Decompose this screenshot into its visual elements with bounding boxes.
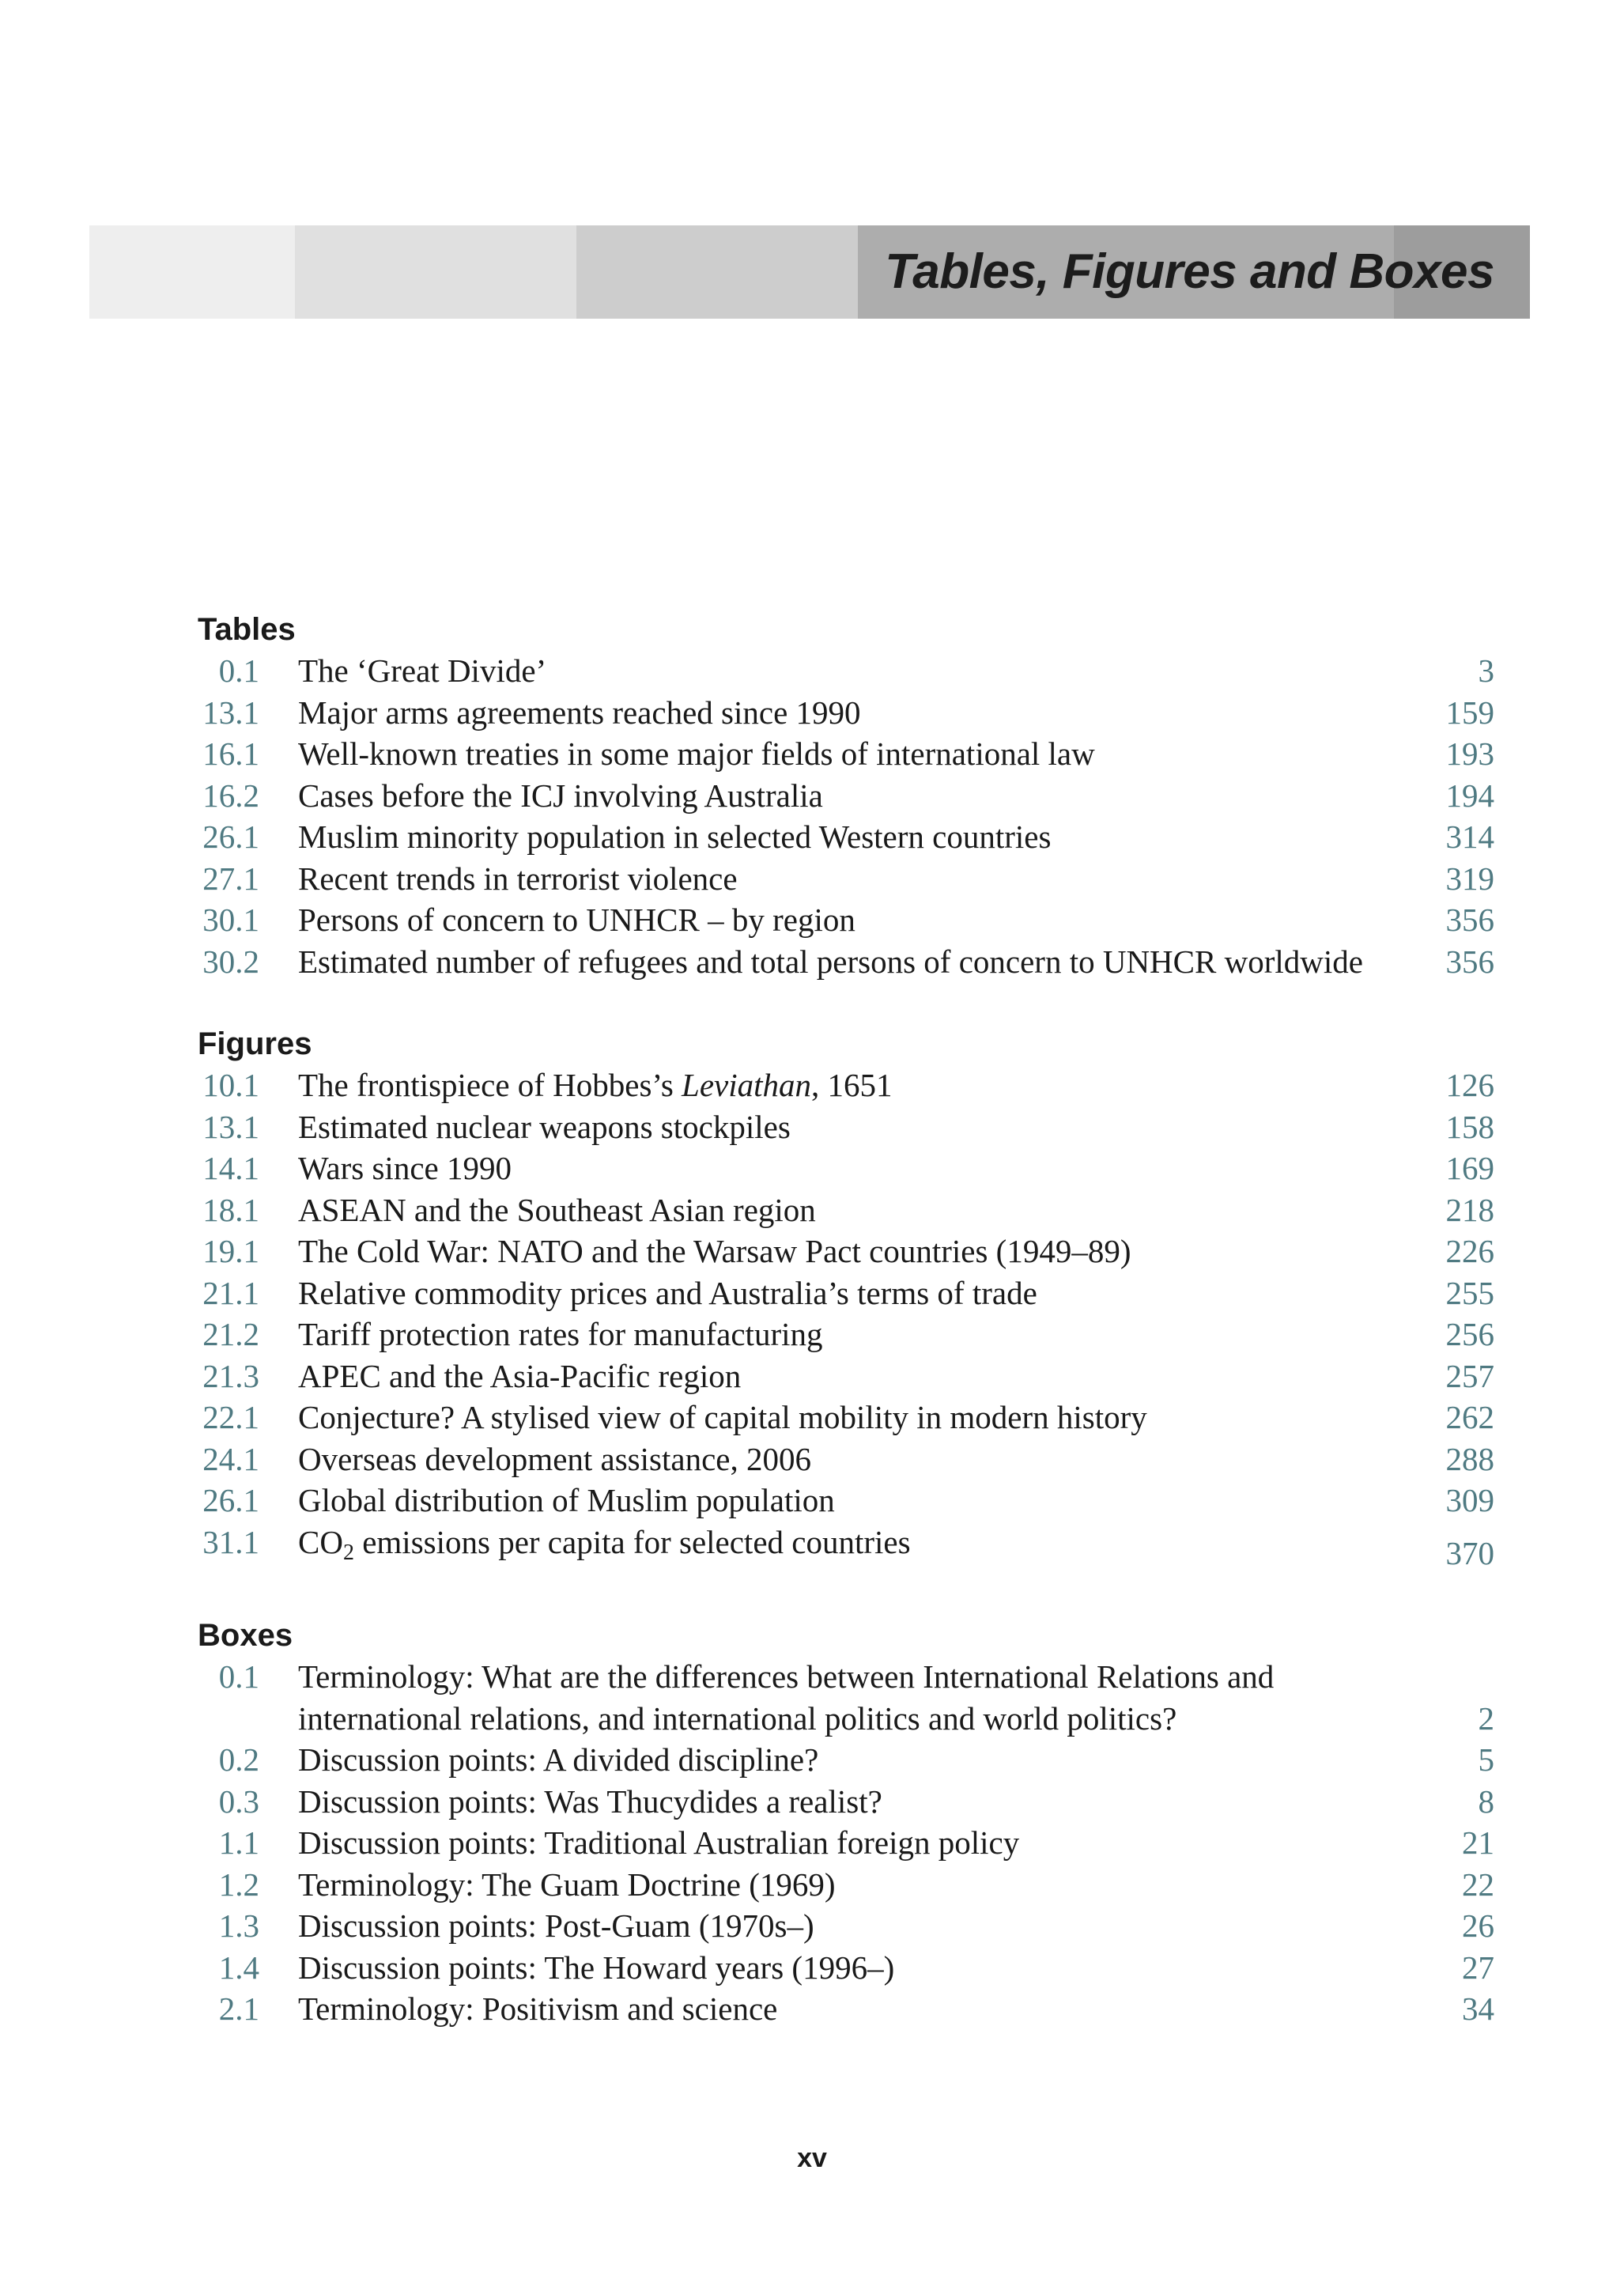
entry-title: Persons of concern to UNHCR – by region: [298, 902, 855, 938]
entry-title: Relative commodity prices and Australia’s terms of trade: [298, 1274, 1037, 1311]
entry-page: 257: [1445, 1357, 1494, 1394]
entry-page: 356: [1445, 902, 1494, 938]
entry-page: 126: [1445, 1067, 1494, 1103]
entry-number: 16.2: [202, 777, 259, 814]
entry-title: Estimated nuclear weapons stockpiles: [298, 1108, 791, 1145]
entry-page: 3: [1478, 652, 1494, 689]
list-item: [198, 1147, 1494, 1189]
entry-page: 34: [1462, 1990, 1494, 2027]
entry-page: 158: [1445, 1108, 1494, 1145]
entry-number: 0.3: [218, 1782, 259, 1820]
entry-title: Tariff protection rates for manufacturing: [298, 1316, 823, 1352]
entry-title-subscript: 2: [342, 1540, 354, 1565]
list-item: [198, 1230, 1494, 1272]
section-heading: Tables: [198, 612, 296, 647]
entry-title: Major arms agreements reached since 1990: [298, 694, 861, 731]
header-banner: [89, 225, 1530, 319]
entry-number: 31.1: [202, 1523, 259, 1560]
entry-page: 256: [1445, 1316, 1494, 1352]
entry-number: 1.4: [218, 1949, 259, 1986]
list-item: [198, 733, 1494, 775]
entry-page: 27: [1462, 1949, 1494, 1986]
section-boxes: [198, 1615, 1494, 2030]
list-item: [198, 1355, 1494, 1397]
entry-title: [298, 1522, 1368, 1574]
entry-page: 309: [1445, 1482, 1494, 1518]
entry-title: ASEAN and the Southeast Asian region: [298, 1191, 816, 1228]
list-item: [198, 1106, 1494, 1148]
contents-list: [198, 609, 1494, 2071]
entry-number: 27.1: [202, 860, 259, 897]
entry-number: 1.1: [218, 1824, 259, 1861]
entry-number: 13.1: [202, 694, 259, 731]
list-item: [198, 1781, 1494, 1823]
entry-title: The ‘Great Divide’: [298, 652, 547, 689]
banner-band: [89, 225, 295, 319]
entry-title: Discussion points: A divided discipline?: [298, 1741, 819, 1778]
entry-number: 22.1: [202, 1399, 259, 1435]
section-figures: [198, 1023, 1494, 1574]
entry-title: Discussion points: Post-Guam (1970s–): [298, 1907, 814, 1944]
entry-page: 5: [1478, 1741, 1494, 1778]
entry-title-text: , 1651: [811, 1067, 893, 1103]
entry-page: 288: [1445, 1440, 1494, 1477]
entry-page: 255: [1445, 1274, 1494, 1311]
entry-page: 194: [1445, 777, 1494, 814]
entry-page: 22: [1462, 1866, 1494, 1903]
entry-title: Discussion points: The Howard years (1996–): [298, 1949, 895, 1986]
entry-number: 16.1: [202, 735, 259, 772]
entry-page: 319: [1445, 860, 1494, 897]
entry-page: 356: [1445, 943, 1494, 980]
entry-title: Terminology: What are the differences between International Relations and international relations, and international politics and world politics?: [298, 1658, 1275, 1737]
list-item: [198, 816, 1494, 858]
section-heading: Boxes: [198, 1618, 293, 1653]
entry-number: 0.1: [218, 652, 259, 689]
list-item: [198, 1480, 1494, 1522]
list-item: [198, 1988, 1494, 2030]
entry-title: Wars since 1990: [298, 1150, 512, 1186]
entry-title-italic: Leviathan: [682, 1067, 812, 1103]
list-item: [198, 692, 1494, 734]
list-item: [198, 899, 1494, 941]
entry-title: Terminology: The Guam Doctrine (1969): [298, 1866, 836, 1903]
entry-page: 226: [1445, 1233, 1494, 1269]
entry-number: 10.1: [202, 1067, 259, 1103]
entry-page: 370: [1445, 1534, 1494, 1571]
entry-title-text: emissions per capita for selected countries: [353, 1523, 911, 1560]
entry-title: Cases before the ICJ involving Australia: [298, 777, 823, 814]
entry-page: 26: [1462, 1907, 1494, 1944]
section-tables: [198, 609, 1494, 982]
list-item: [198, 941, 1494, 983]
list-item: [198, 1064, 1494, 1106]
entry-page: 21: [1462, 1824, 1494, 1861]
list-item: [198, 775, 1494, 817]
section-heading: Figures: [198, 1026, 312, 1061]
entry-page: 2: [1478, 1699, 1494, 1737]
list-item: [198, 1947, 1494, 1989]
entry-page: 218: [1445, 1191, 1494, 1228]
list-item: [198, 1522, 1494, 1574]
entry-number: 26.1: [202, 818, 259, 855]
list-item: [198, 1739, 1494, 1781]
entry-title: The Cold War: NATO and the Warsaw Pact countries (1949–89): [298, 1233, 1131, 1269]
entry-number: 21.3: [202, 1357, 259, 1394]
page-title: Tables, Figures and Boxes: [885, 244, 1494, 299]
entry-title: [298, 1064, 1368, 1106]
entry-number: 14.1: [202, 1150, 259, 1186]
list-item: [198, 650, 1494, 692]
entry-title: Terminology: Positivism and science: [298, 1990, 778, 2027]
entry-title: Global distribution of Muslim population: [298, 1482, 835, 1518]
entry-number: 0.2: [218, 1741, 259, 1778]
entry-title: Recent trends in terrorist violence: [298, 860, 738, 897]
entry-number: 30.2: [202, 943, 259, 980]
banner-band: [576, 225, 858, 319]
entry-page: 159: [1445, 694, 1494, 731]
entry-title: APEC and the Asia-Pacific region: [298, 1357, 742, 1394]
entry-number: 1.2: [218, 1866, 259, 1903]
banner-band: [295, 225, 576, 319]
entry-page: 314: [1445, 818, 1494, 855]
entry-title: Estimated number of refugees and total persons of concern to UNHCR worldwide: [298, 943, 1363, 980]
entry-page: 8: [1478, 1782, 1494, 1820]
list-item: [198, 1272, 1494, 1314]
entry-title: Muslim minority population in selected Western countries: [298, 818, 1052, 855]
entry-number: 2.1: [218, 1990, 259, 2027]
list-item: [198, 1189, 1494, 1231]
list-item: [198, 1656, 1494, 1739]
entry-title: Conjecture? A stylised view of capital mobility in modern history: [298, 1399, 1147, 1435]
list-item: [198, 1314, 1494, 1355]
entry-number: 21.2: [202, 1316, 259, 1352]
entry-title: Discussion points: Was Thucydides a realist?: [298, 1782, 882, 1820]
entry-number: 24.1: [202, 1440, 259, 1477]
page-number: xv: [797, 2143, 827, 2173]
entry-page: 193: [1445, 735, 1494, 772]
entry-page: 262: [1445, 1399, 1494, 1435]
entry-number: 13.1: [202, 1108, 259, 1145]
entry-number: 0.1: [218, 1658, 259, 1695]
entry-title: Well-known treaties in some major fields of international law: [298, 735, 1095, 772]
list-item: [198, 1397, 1494, 1438]
entry-number: 21.1: [202, 1274, 259, 1311]
entry-page: 169: [1445, 1150, 1494, 1186]
entry-number: 26.1: [202, 1482, 259, 1518]
entry-title: Overseas development assistance, 2006: [298, 1440, 811, 1477]
entry-number: 18.1: [202, 1191, 259, 1228]
list-item: [198, 1822, 1494, 1864]
entry-title-text: CO: [298, 1523, 343, 1560]
list-item: [198, 1905, 1494, 1947]
entry-number: 1.3: [218, 1907, 259, 1944]
entry-number: 30.1: [202, 902, 259, 938]
entry-number: 19.1: [202, 1233, 259, 1269]
list-item: [198, 1864, 1494, 1906]
entry-title: Discussion points: Traditional Australian foreign policy: [298, 1824, 1020, 1861]
list-item: [198, 1438, 1494, 1480]
list-item: [198, 858, 1494, 900]
entry-title-text: The frontispiece of Hobbes’s: [298, 1067, 682, 1103]
